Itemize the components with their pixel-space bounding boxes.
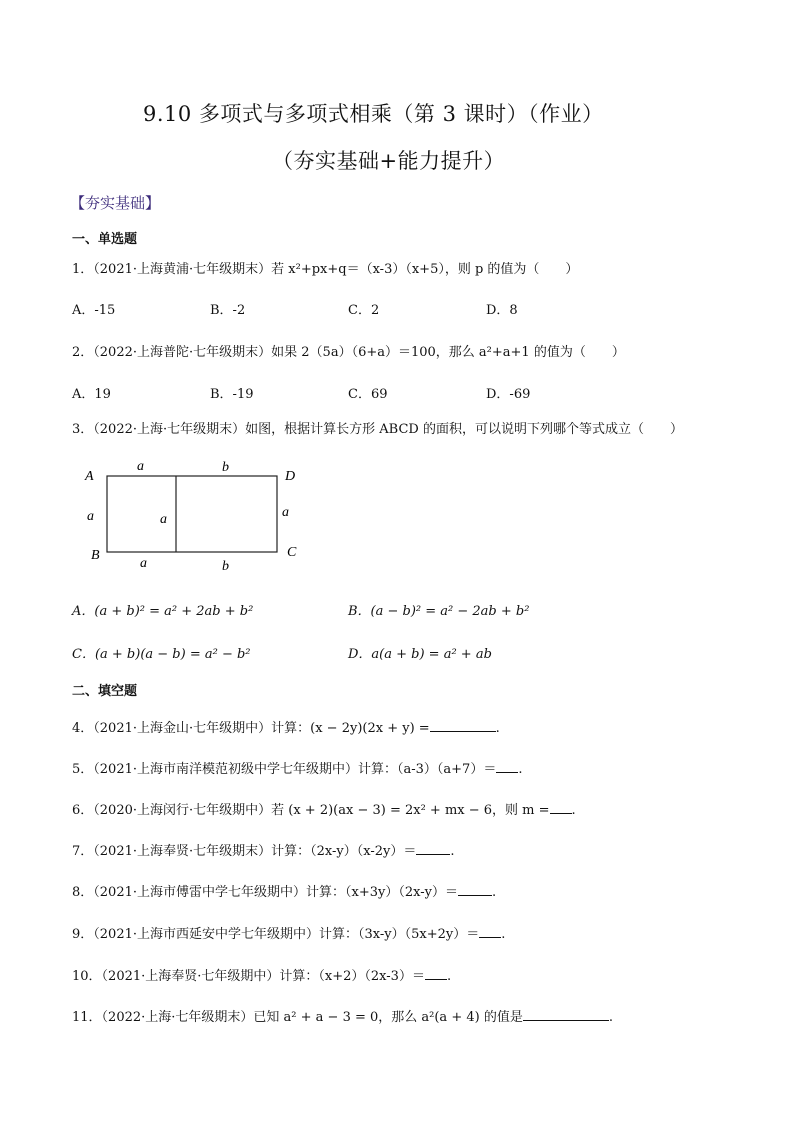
option-d: D．8 (486, 303, 518, 318)
option-b: B．-19 (210, 387, 254, 402)
question-text: 计算：（3x-y）（5x+2y）＝ (319, 927, 480, 942)
question-text: 计算：（2x-y）（x-2y）＝ (271, 844, 417, 859)
option-a: A．19 (72, 387, 111, 402)
option-c: C．(a + b)(a − b) = a² − b² (72, 647, 251, 662)
label-left-a: a (87, 509, 94, 524)
section-tag: 【夯实基础】 (70, 194, 161, 212)
question-2 (72, 341, 625, 360)
option-c: C．2 (348, 303, 380, 318)
answer-blank[interactable] (523, 1008, 609, 1021)
part2-heading: 二、填空题 (72, 684, 138, 699)
question-number: 4． (72, 721, 94, 736)
question-number: 11． (72, 1010, 102, 1025)
answer-blank[interactable] (430, 719, 496, 732)
option-b: B．(a − b)² = a² − 2ab + b² (348, 604, 530, 619)
label-bottom-b: b (222, 559, 229, 574)
question-number: 5． (72, 762, 94, 777)
question-number: 3． (72, 422, 94, 437)
question-source: （2021·上海市西延安中学七年级期中） (93, 927, 319, 942)
question-9: 9．（2021·上海市西延安中学七年级期中）计算：（3x-y）（5x+2y）＝ . (72, 927, 506, 942)
label-D: D (285, 469, 296, 484)
page-title-line1: 9.10 多项式与多项式相乘（第 3 课时）（作业） (143, 102, 604, 126)
question-text: 若 x²+px+q＝（x-3）（x+5），则 p 的值为（ ） (271, 262, 579, 277)
answer-blank[interactable] (458, 883, 492, 896)
option-a: A．(a + b)² = a² + 2ab + b² (72, 604, 254, 619)
question-source: （2021·上海市傅雷中学七年级期中） (93, 885, 306, 900)
option-d: D．a(a + b) = a² + ab (348, 647, 492, 662)
question-source: （2021·上海市南洋模范初级中学七年级期中） (93, 762, 358, 777)
option-c: C．69 (348, 387, 388, 402)
question-source: （2022·上海普陀·七年级期末） (93, 345, 272, 360)
question-number: 10． (72, 969, 102, 984)
label-B: B (91, 548, 100, 563)
label-top-a: a (137, 459, 144, 474)
question-5: 5．（2021·上海市南洋模范初级中学七年级期中）计算：（a-3）（a+7）＝ . (72, 762, 523, 777)
option-a: A．-15 (72, 303, 116, 318)
label-top-b: b (222, 460, 229, 475)
rectangle-figure (80, 452, 310, 577)
question-3 (72, 418, 683, 437)
question-source: （2022·上海·七年级期末） (93, 422, 246, 437)
answer-blank[interactable] (425, 967, 447, 980)
label-A: A (85, 469, 94, 484)
answer-blank[interactable] (550, 801, 572, 814)
question-text: 如图，根据计算长方形 ABCD 的面积，可以说明下列哪个等式成立（ ） (245, 422, 683, 437)
question-1 (72, 258, 578, 277)
label-mid-a: a (160, 512, 167, 527)
question-text: 若 (x + 2)(ax − 3) = 2x² + mx − 6，则 m = (271, 803, 550, 818)
question-10: 10．（2021·上海奉贤·七年级期中）计算：（x+2）（2x-3）＝ . (72, 969, 452, 984)
question-text: 如果 2（5a）（6+a）＝100，那么 a²+a+1 的值为（ ） (271, 345, 625, 360)
question-source: （2021·上海奉贤·七年级期末） (93, 844, 272, 859)
label-C: C (287, 545, 297, 560)
question-source: （2020·上海闵行·七年级期中） (93, 803, 272, 818)
question-text: 计算：(x − 2y)(2x + y) = (271, 721, 430, 736)
label-right-a: a (282, 505, 289, 520)
question-number: 7． (72, 844, 94, 859)
question-source: （2021·上海金山·七年级期中） (93, 721, 272, 736)
question-11: 11．（2022·上海·七年级期末）已知 a² + a − 3 = 0，那么 a²(a + 4) 的值是 . (72, 1010, 613, 1025)
question-number: 8． (72, 885, 94, 900)
question-source: （2021·上海黄浦·七年级期末） (93, 262, 272, 277)
question-7: 7．（2021·上海奉贤·七年级期末）计算：（2x-y）（x-2y）＝ . (72, 844, 455, 859)
label-bottom-a: a (140, 556, 147, 571)
question-number: 6． (72, 803, 94, 818)
answer-blank[interactable] (479, 925, 501, 938)
question-number: 9． (72, 927, 94, 942)
answer-blank[interactable] (416, 842, 450, 855)
question-number: 1． (72, 262, 94, 277)
question-8: 8．（2021·上海市傅雷中学七年级期中）计算：（x+3y）（2x-y）＝ . (72, 885, 497, 900)
question-source: （2022·上海·七年级期末） (101, 1010, 254, 1025)
question-text: 已知 a² + a − 3 = 0，那么 a²(a + 4) 的值是 (253, 1010, 523, 1025)
question-text: 计算：（a-3）（a+7）＝ (358, 762, 497, 777)
question-source: （2021·上海奉贤·七年级期中） (101, 969, 280, 984)
question-6: 6．（2020·上海闵行·七年级期中）若 (x + 2)(ax − 3) = 2x² + mx − 6，则 m = . (72, 803, 576, 818)
answer-blank[interactable] (496, 760, 518, 773)
question-text: 计算：（x+3y）（2x-y）＝ (306, 885, 458, 900)
rectangle-outline (107, 476, 277, 552)
part1-heading: 一、单选题 (72, 232, 138, 247)
option-d: D．-69 (486, 387, 531, 402)
question-4: 4．（2021·上海金山·七年级期中）计算：(x − 2y)(2x + y) = . (72, 721, 500, 736)
option-b: B．-2 (210, 303, 246, 318)
page-title-line2: （夯实基础+能力提升） (272, 149, 506, 173)
question-text: 计算：（x+2）（2x-3）＝ (279, 969, 425, 984)
question-number: 2． (72, 345, 94, 360)
